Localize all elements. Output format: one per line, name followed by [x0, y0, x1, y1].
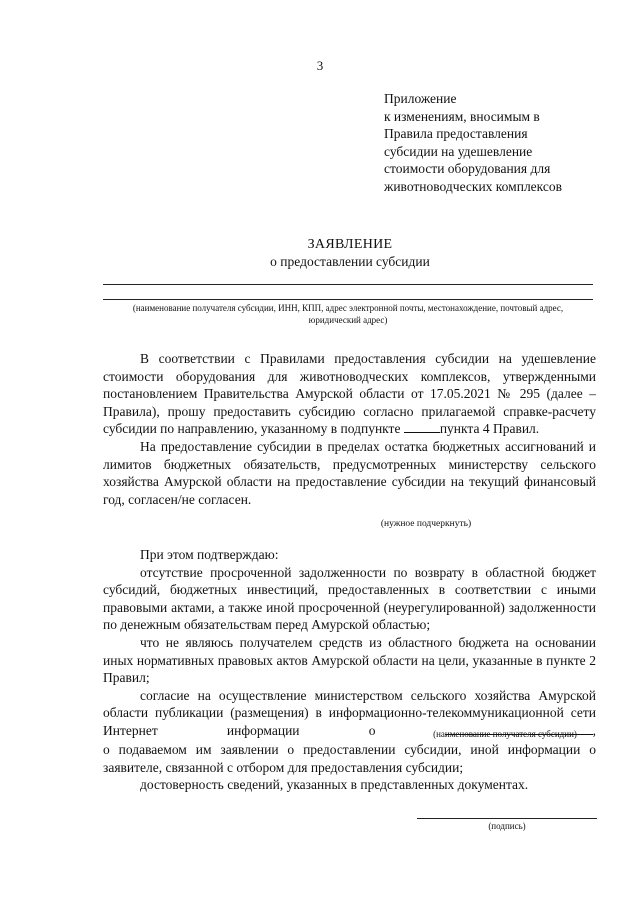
appendix-line: Приложение [384, 91, 457, 106]
document-title: ЗАЯВЛЕНИЕ [307, 237, 393, 252]
recipient-caption: (наименование получателя субсидии, ИНН, КПП, адрес электронной почты, местонахождение, почтовый адрес, [132, 303, 564, 313]
request-text: В соответствии с Правилами предоставления субсидии на удешевление стоимости оборудования для животноводческих комплексов, утвержденными постановлением Правительства Амурской области от 17.05.2021 № 295 (далее – Правила), прошу предоставить субсидию согласно прилагаемой справке-расчету субсидии по направлению, указанному в подпункте [103, 351, 596, 437]
appendix-header [384, 90, 624, 195]
publication-consent-text: согласие на осуществление министерством сельского хозяйства Амурской области публикации (размещения) в информационно-телекоммуникационной сети Интернет информации о [103, 687, 596, 738]
confirmation-item: отсутствие просроченной задолженности по возврату в областной бюджет субсидий, бюджетных инвестиций, предоставленных в соответствии с иными правовыми актами, а также иной просроченной (неурегулированной) задолженности по денежным обязательствам перед Амурской областью; [103, 564, 596, 633]
page-number: 3 [316, 58, 324, 73]
appendix-line: стоимости оборудования для [384, 161, 551, 176]
publication-consent-cont: о подаваемом им заявлении о предоставлении субсидии, иной информации о заявителе, связанной с отбором для предоставления субсидии; [103, 742, 596, 775]
recipient-fill-line-1 [103, 284, 593, 285]
confirmation-item: что не являюсь получателем средств из областного бюджета на основании иных нормативных правовых актов Амурской области на цели, указанные в пункте 2 Правил; [103, 634, 596, 686]
appendix-line: Правила предоставления [384, 126, 528, 141]
publication-consent-comma: , [592, 722, 596, 738]
appendix-line: животноводческих комплексов [384, 178, 563, 194]
recipient-fill-line-2 [103, 299, 593, 300]
appendix-line: к изменениям, вносимым в [384, 108, 540, 124]
document-subtitle: о предоставлении субсидии [270, 254, 430, 269]
confirmation-item: достоверность сведений, указанных в представленных документах. [140, 777, 529, 793]
recipient-name-caption: (наименование получателя субсидии) [433, 729, 577, 739]
underline-note: (нужное подчеркнуть) [380, 519, 472, 529]
consent-paragraph: На предоставление субсидии в пределах остатка бюджетных ассигнований и лимитов бюджетных обязательств, предусмотренных министерству сельского хозяйства Амурской области на предоставление субсидии на текущий финансовый год, согласен/не согласен. [103, 438, 596, 507]
recipient-caption-cont: юридический адрес) [308, 315, 388, 325]
request-section [103, 350, 596, 508]
signature-caption: (подпись) [488, 821, 526, 831]
confirmation-section-cont [103, 741, 596, 794]
appendix-line: субсидии на удешевление [384, 143, 533, 159]
request-text-end: пункта 4 Правил. [439, 421, 540, 437]
subparagraph-blank [404, 432, 440, 433]
signature-line [417, 818, 597, 819]
confirmation-section [103, 546, 596, 740]
request-paragraph [103, 350, 596, 438]
confirmation-intro: При этом подтверждаю: [140, 547, 279, 562]
